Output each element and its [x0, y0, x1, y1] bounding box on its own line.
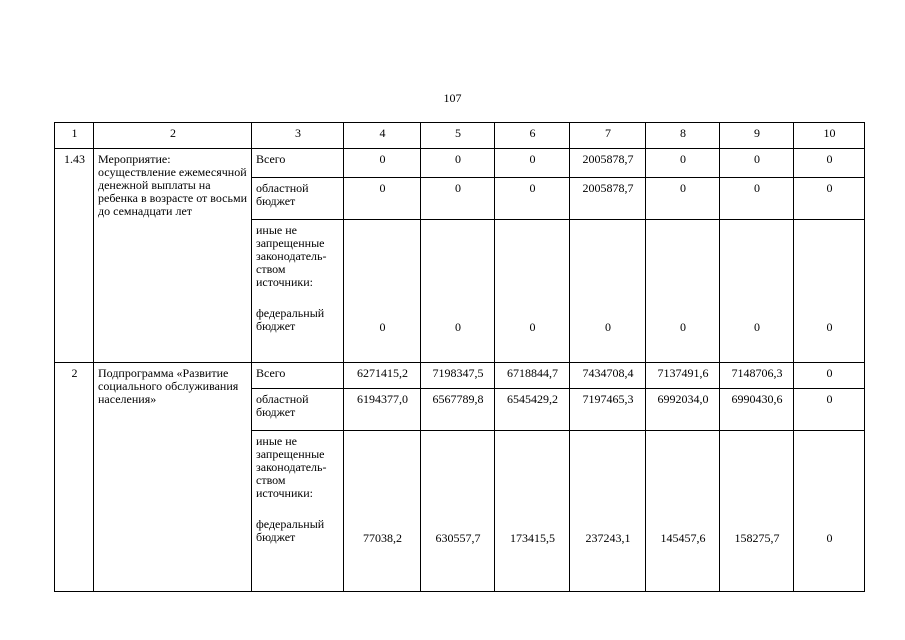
value-cell-wrap	[720, 220, 794, 363]
header-cell: 2	[94, 123, 252, 149]
value-cell: 0	[455, 320, 461, 334]
value-cell: 0	[421, 178, 495, 220]
value-cell: 0	[379, 320, 386, 334]
value-cell: 158275,7	[734, 531, 780, 545]
source-label: областной бюджет	[252, 389, 344, 431]
value-cell: 0	[794, 178, 865, 220]
header-row	[55, 123, 865, 149]
value-cell: 2005878,7	[570, 178, 646, 220]
value-cell: 6992034,0	[646, 389, 720, 431]
value-cell: 7198347,5	[421, 363, 495, 389]
value-cell: 0	[720, 149, 794, 178]
source-label: федеральный бюджет	[256, 517, 325, 544]
value-cell: 6567789,8	[421, 389, 495, 431]
value-cell: 7434708,4	[570, 363, 646, 389]
page-number: 107	[443, 91, 462, 105]
value-cell: 0	[344, 149, 421, 178]
header-cell: 8	[646, 123, 720, 149]
header-cell: 4	[344, 123, 421, 149]
header-cell: 5	[421, 123, 495, 149]
value-cell-wrap	[794, 220, 865, 363]
value-cell: 0	[754, 320, 760, 334]
source-label: областной бюджет	[252, 178, 344, 220]
budget-table	[54, 122, 865, 592]
value-cell: 0	[646, 178, 720, 220]
value-cell-wrap	[570, 431, 646, 592]
value-cell: 7197465,3	[570, 389, 646, 431]
source-label: Всего	[252, 149, 344, 178]
value-cell: 0	[605, 320, 611, 334]
value-cell: 0	[421, 149, 495, 178]
header-cell: 9	[720, 123, 794, 149]
value-cell: 0	[720, 178, 794, 220]
header-cell: 6	[495, 123, 570, 149]
header-cell: 10	[794, 123, 865, 149]
value-cell: 2005878,7	[570, 149, 646, 178]
value-cell-wrap	[794, 431, 865, 592]
value-cell: 6194377,0	[344, 389, 421, 431]
value-cell: 0	[826, 320, 833, 334]
value-cell: 0	[794, 389, 865, 431]
header-cell: 3	[252, 123, 344, 149]
value-cell: 145457,6	[660, 531, 706, 545]
value-cell: 6545429,2	[495, 389, 570, 431]
item-code: 1.43	[55, 149, 94, 363]
item-name: Подпрограмма «Развитие социального обслуживания населения»	[94, 363, 252, 592]
table-row	[55, 363, 865, 389]
value-cell-wrap	[646, 431, 720, 592]
source-cell	[252, 431, 344, 592]
value-cell: 0	[529, 320, 536, 334]
value-cell: 7148706,3	[720, 363, 794, 389]
value-cell: 0	[495, 149, 570, 178]
value-cell: 0	[680, 320, 686, 334]
value-cell: 173415,5	[510, 531, 555, 545]
value-cell: 0	[794, 363, 865, 389]
header-cell: 1	[55, 123, 94, 149]
value-cell-wrap	[646, 220, 720, 363]
value-cell: 6271415,2	[344, 363, 421, 389]
value-cell: 0	[826, 531, 833, 545]
source-label: федеральный бюджет	[256, 306, 325, 333]
value-cell-wrap	[495, 431, 570, 592]
source-cell	[252, 220, 344, 363]
item-code: 2	[55, 363, 94, 592]
table-row	[55, 149, 865, 178]
header-cell: 7	[570, 123, 646, 149]
value-cell-wrap	[421, 431, 495, 592]
value-cell: 7137491,6	[646, 363, 720, 389]
value-cell: 0	[646, 149, 720, 178]
value-cell: 0	[344, 178, 421, 220]
value-cell: 630557,7	[435, 531, 481, 545]
item-name: Мероприятие: осуществление ежемесячной денежной выплаты на ребенка в возрасте от восьми до семнадцати лет	[94, 149, 252, 363]
value-cell-wrap	[421, 220, 495, 363]
value-cell-wrap	[720, 431, 794, 592]
value-cell: 6990430,6	[720, 389, 794, 431]
source-label: Всего	[252, 363, 344, 389]
value-cell-wrap	[344, 431, 421, 592]
value-cell: 0	[794, 149, 865, 178]
value-cell-wrap	[495, 220, 570, 363]
value-cell: 0	[495, 178, 570, 220]
value-cell-wrap	[570, 220, 646, 363]
value-cell: 6718844,7	[495, 363, 570, 389]
source-note: иные не запрещенные законодатель-ством источники:	[256, 434, 327, 500]
value-cell-wrap	[344, 220, 421, 363]
value-cell: 77038,2	[363, 531, 402, 545]
source-note: иные не запрещенные законодатель-ством источники:	[256, 223, 327, 289]
value-cell: 237243,1	[585, 531, 631, 545]
